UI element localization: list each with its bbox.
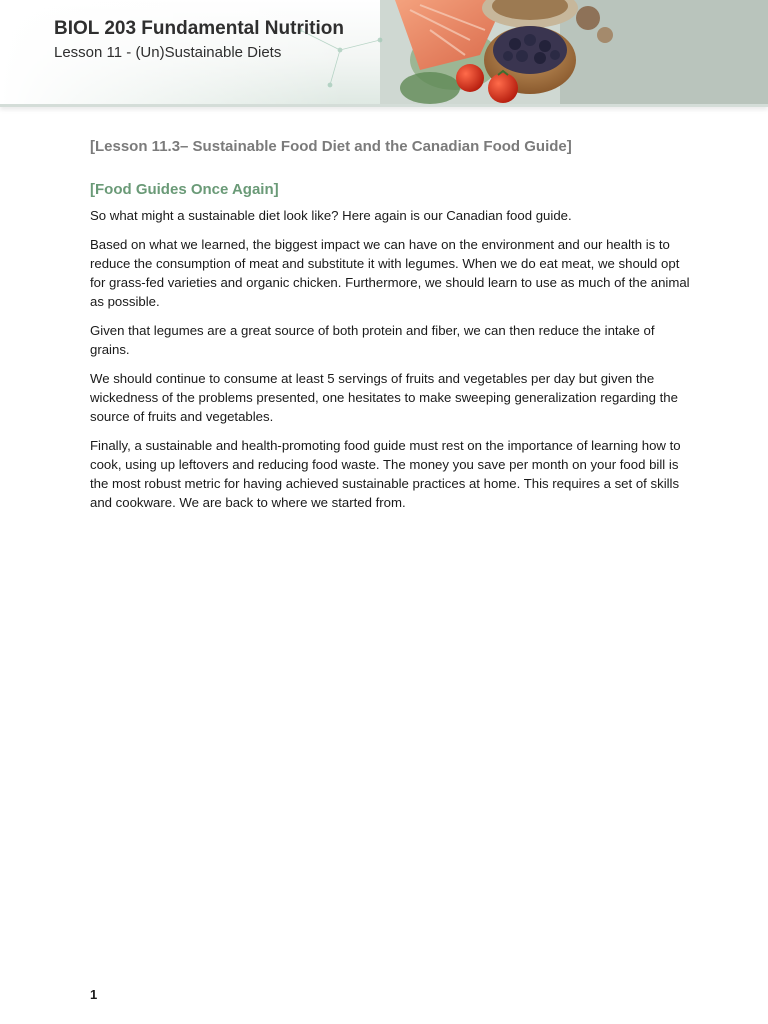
section-title: [Lesson 11.3– Sustainable Food Diet and the Canadian Food Guide] bbox=[90, 138, 572, 155]
document-body bbox=[90, 138, 694, 522]
page-number: 1 bbox=[90, 987, 98, 1002]
paragraph: Given that legumes are a great source of both protein and fiber, we can then reduce the intake of grains. bbox=[90, 323, 655, 357]
paragraph: So what might a sustainable diet look like? Here again is our Canadian food guide. bbox=[90, 208, 572, 223]
paragraph: Finally, a sustainable and health-promoting food guide must rest on the importance of learning how to cook, using up leftovers and reducing food waste. The money you save per month on your food bill is the most robust metric for having achieved sustainable practices at home. This requires a set of skills and cookware. We are back to where we started from. bbox=[90, 438, 681, 510]
paragraph: Based on what we learned, the biggest impact we can have on the environment and our health is to reduce the consumption of meat and substitute it with legumes. When we do eat meat, we should opt for grass-fed varieties and organic chicken. Furthermore, we should learn to use as much of the animal as possible. bbox=[90, 237, 690, 309]
course-title: BIOL 203 Fundamental Nutrition bbox=[54, 18, 344, 39]
lesson-subtitle: Lesson 11 - (Un)Sustainable Diets bbox=[54, 44, 282, 61]
page-header bbox=[0, 0, 768, 107]
subsection-title: [Food Guides Once Again] bbox=[90, 181, 279, 198]
paragraph: We should continue to consume at least 5 servings of fruits and vegetables per day but given the wickedness of the problems presented, one hesitates to make sweeping generalization regarding the source of fruits and vegetables. bbox=[90, 371, 678, 424]
